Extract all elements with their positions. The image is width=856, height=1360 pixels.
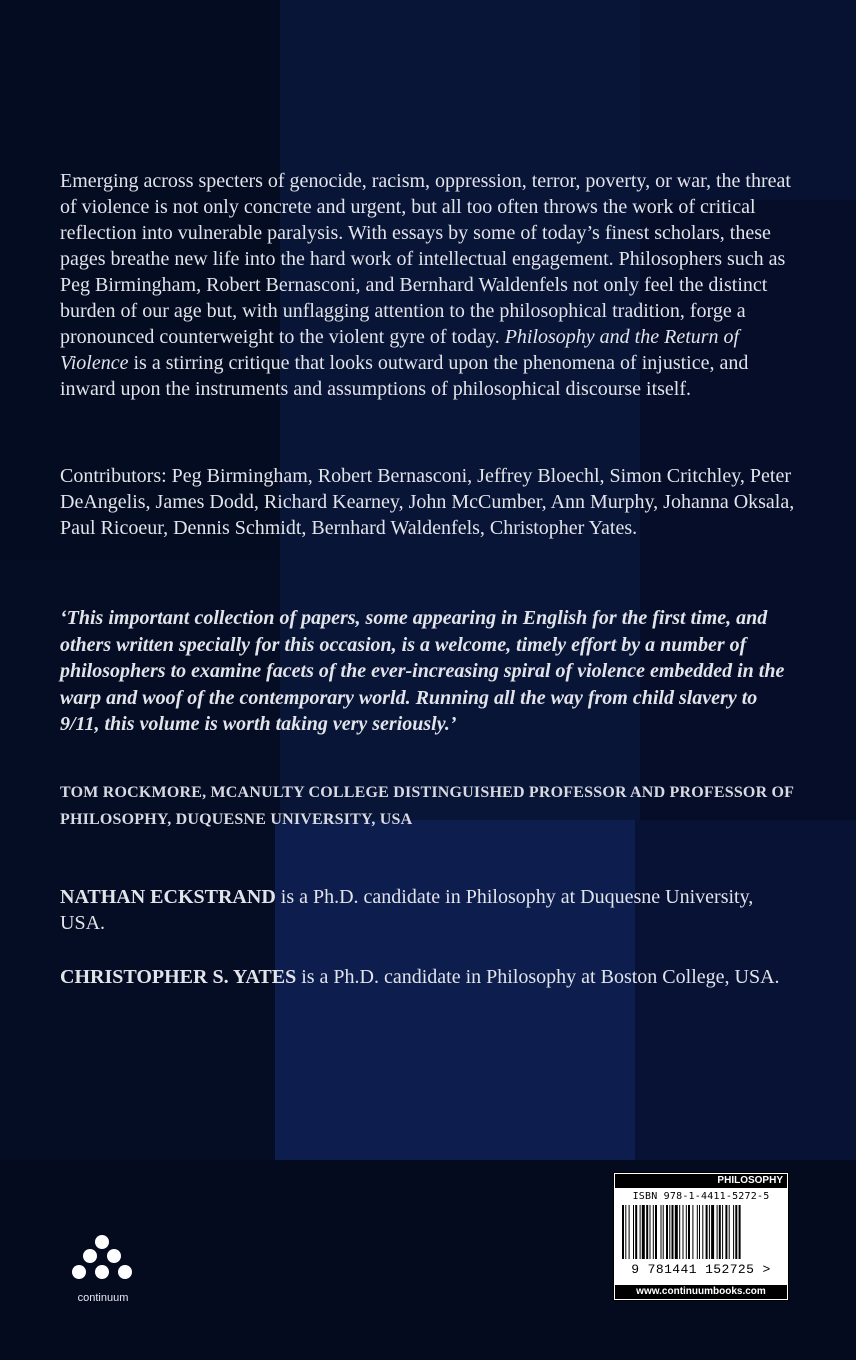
isbn-text: ISBN 978-1-4411-5272-5 xyxy=(632,1191,770,1202)
editor-bio xyxy=(60,884,800,936)
contributors-list: Contributors: Peg Birmingham, Robert Bernasconi, Jeffrey Bloechl, Simon Critchley, Peter DeAngelis, James Dodd, Richard Kearney, John McCumber, Ann Murphy, Johanna Oksala, Paul Ricoeur, Dennis Schmidt, Bernhard Waldenfels, Christopher Yates. xyxy=(60,465,795,539)
publisher-name: continuum xyxy=(77,1292,129,1304)
editor-name: CHRISTOPHER S. YATES xyxy=(60,966,297,988)
book-description xyxy=(60,168,800,402)
endorsement-attribution: TOM ROCKMORE, MCANULTY COLLEGE DISTINGUISHED PROFESSOR AND PROFESSOR OF PHILOSOPHY, DUQUESNE UNIVERSITY, USA xyxy=(60,784,794,828)
background-panel xyxy=(275,820,635,1160)
barcode-label xyxy=(613,1172,789,1301)
endorsement-quote: ‘This important collection of papers, some appearing in English for the first time, and others written specially for this occasion, is a welcome, timely effort by a number of philosophers to examine facets of the ever-increasing spiral of violence embedded in the warp and woof of the contemporary world. Running all the way from child slavery to 9/11, this volume is worth taking very seriously.’ xyxy=(60,607,785,735)
category-label: PHILOSOPHY xyxy=(615,1174,787,1188)
editor-name: NATHAN ECKSTRAND xyxy=(60,886,276,908)
background-panel xyxy=(635,820,856,1160)
editor-description: is a Ph.D. candidate in Philosophy at Duquesne University, USA. xyxy=(60,886,754,934)
publisher-website: www.continuumbooks.com xyxy=(615,1285,787,1299)
publisher-logo-icon xyxy=(62,1232,142,1322)
barcode-bars-icon xyxy=(620,1205,782,1261)
book-title: Philosophy and the Return of Violence xyxy=(60,326,740,374)
editor-description: is a Ph.D. candidate in Philosophy at Boston College, USA. xyxy=(301,966,780,988)
editor-bio xyxy=(60,964,800,990)
description-lead: Emerging across specters of genocide, racism, oppression, terror, poverty, or war, the threat of violence is not only concrete and urgent, but all too often throws the work of critical reflection into vulnerable paralysis. With essays by some of today’s finest scholars, these pages breathe new life into the hard work of intellectual engagement. Philosophers such as Peg Birmingham, Robert Bernasconi, and Bernhard Waldenfels not only feel the distinct burden of our age but, with unflagging attention to the philosophical tradition, forge a pronounced counterweight to the violent gyre of today. xyxy=(60,170,791,348)
barcode-digits: 9 781441 152725 > xyxy=(631,1262,771,1277)
description-tail: is a stirring critique that looks outward upon the phenomena of injustice, and inward upon the instruments and assumptions of philosophical discourse itself. xyxy=(60,352,749,400)
